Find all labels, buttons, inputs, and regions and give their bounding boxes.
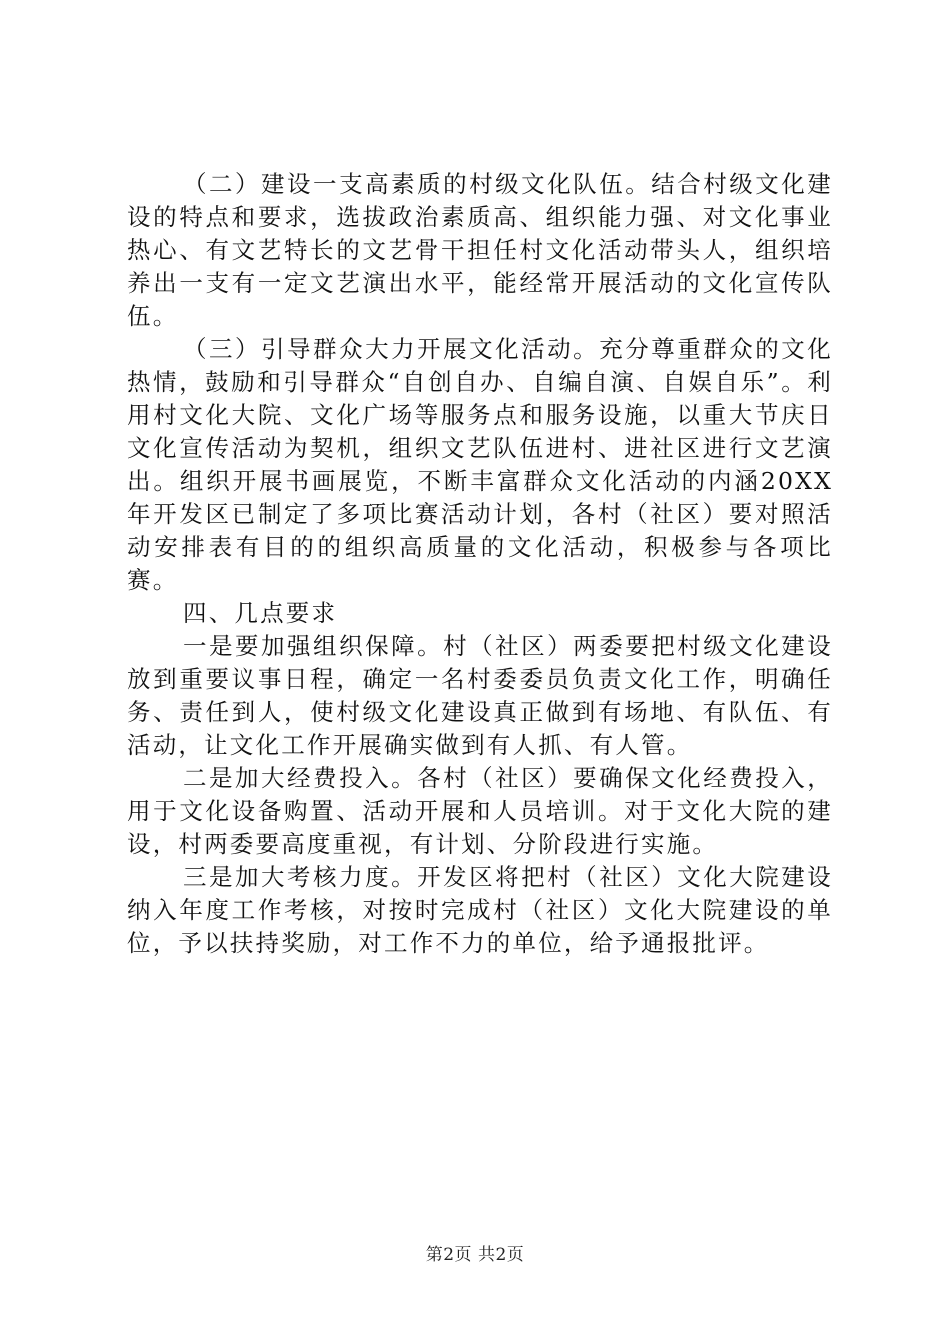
paragraph-funding-investment: 二是加大经费投入。各村（社区）要确保文化经费投入，用于文化设备购置、活动开展和人员培训。对于文化大院的建设，村两委要高度重视，有计划、分阶段进行实施。 — [127, 764, 833, 858]
document-body — [127, 168, 833, 960]
paragraph-organization-guarantee: 一是要加强组织保障。村（社区）两委要把村级文化建设放到重要议事日程，确定一名村委委员负责文化工作，明确任务、责任到人，使村级文化建设真正做到有场地、有队伍、有活动，让文化工作开展确实做到有人抓、有人管。 — [127, 632, 833, 759]
paragraph-cultural-activities: （三）引导群众大力开展文化活动。充分尊重群众的文化热情，鼓励和引导群众“自创自办、自编自演、自娱自乐”。利用村文化大院、文化广场等服务点和服务设施，以重大节庆日文化宣传活动为契机，组织文艺队伍进村、进社区进行文艺演出。组织开展书画展览，不断丰富群众文化活动的内涵20XX年开发区已制定了多项比赛活动计划，各村（社区）要对照活动安排表有目的的组织高质量的文化活动，积极参与各项比赛。 — [127, 335, 833, 594]
paragraph-team-building: （二）建设一支高素质的村级文化队伍。结合村级文化建设的特点和要求，选拔政治素质高、组织能力强、对文化事业热心、有文艺特长的文艺骨干担任村文化活动带头人，组织培养出一支有一定文艺演出水平，能经常开展活动的文化宣传队伍。 — [127, 170, 833, 330]
page-number-footer: 第2页 共2页 — [425, 1245, 525, 1265]
paragraph-assessment: 三是加大考核力度。开发区将把村（社区）文化大院建设纳入年度工作考核，对按时完成村（社区）文化大院建设的单位，予以扶持奖励，对工作不力的单位，给予通报批评。 — [127, 863, 833, 957]
section-heading-requirements: 四、几点要求 — [183, 599, 338, 627]
